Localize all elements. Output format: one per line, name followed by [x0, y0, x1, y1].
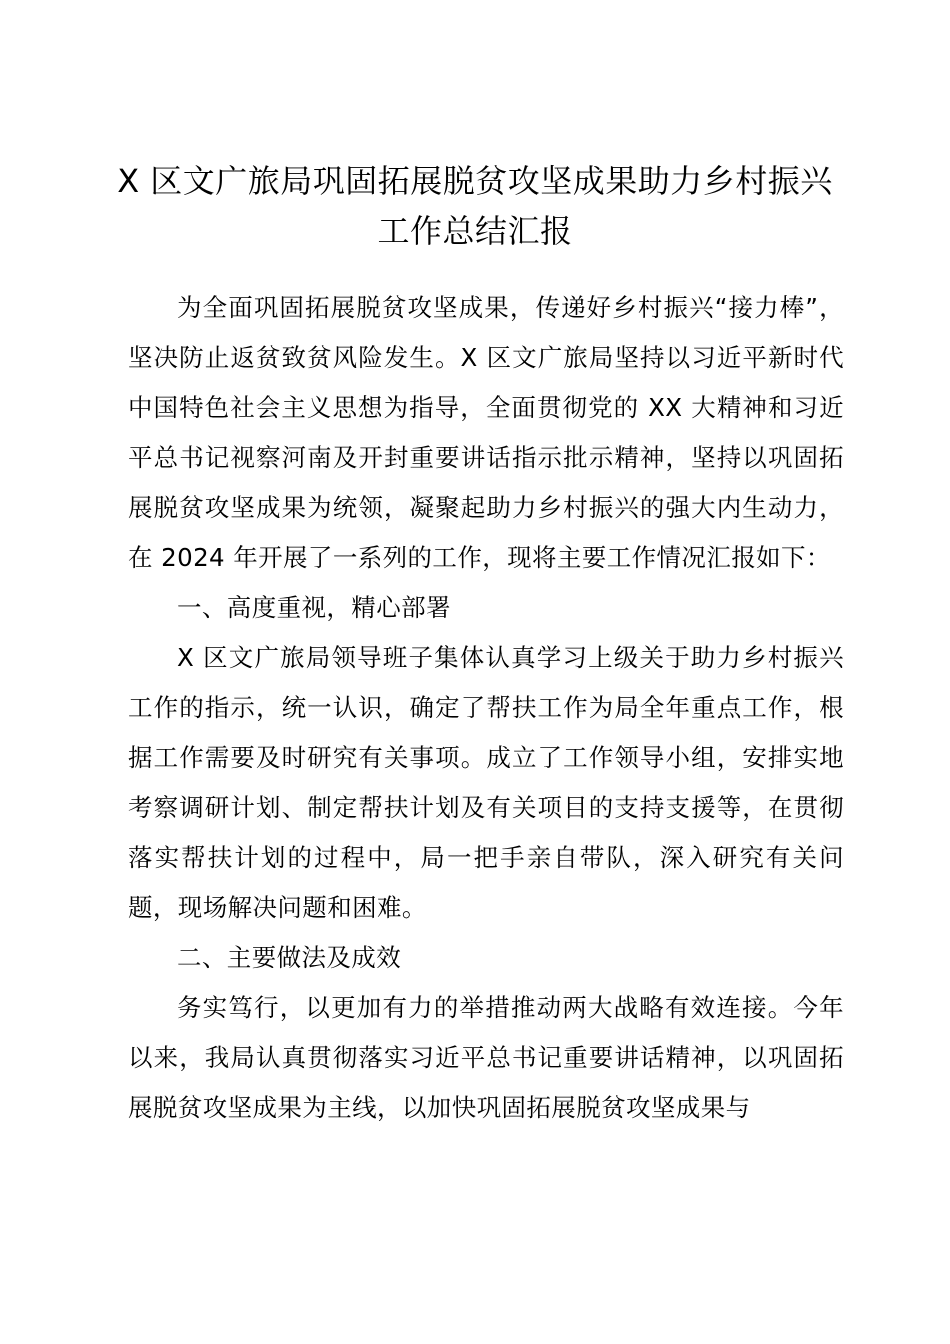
intro-paragraph: 为全面巩固拓展脱贫攻坚成果，传递好乡村振兴“接力棒”，坚决防止返贫致贫风险发生。X 区文广旅局坚持以习近平新时代中国特色社会主义思想为指导，全面贯彻党的 XX 大精神和习近平总书记视察河南及开封重要讲话指示批示精神，坚持以巩固拓展脱贫攻坚成果为统领，凝聚起助力乡村振兴的强大内生动力，在 2024 年开展了一系列的工作，现将主要工作情况汇报如下： [128, 293, 844, 572]
document-title: X 区文广旅局巩固拓展脱贫攻坚成果助力乡村振兴工作总结汇报 [117, 162, 833, 250]
section-1-paragraph: X 区文广旅局领导班子集体认真学习上级关于助力乡村振兴工作的指示，统一认识，确定了帮扶工作为局全年重点工作，根据工作需要及时研究有关事项。成立了工作领导小组，安排实地考察调研计划、制定帮扶计划及有关项目的支持支援等，在贯彻落实帮扶计划的过程中，局一把手亲自带队，深入研究有关问题，现场解决问题和困难。 [128, 643, 844, 922]
section-2-paragraph: 务实笃行，以更加有力的举措推动两大战略有效连接。今年以来，我局认真贯彻落实习近平总书记重要讲话精神，以巩固拓展脱贫攻坚成果为主线，以加快巩固拓展脱贫攻坚成果与 [128, 993, 844, 1122]
section-heading-2: 二、主要做法及成效 [177, 943, 402, 972]
document-body [128, 283, 844, 1133]
section-heading-1: 一、高度重视，精心部署 [177, 593, 451, 622]
